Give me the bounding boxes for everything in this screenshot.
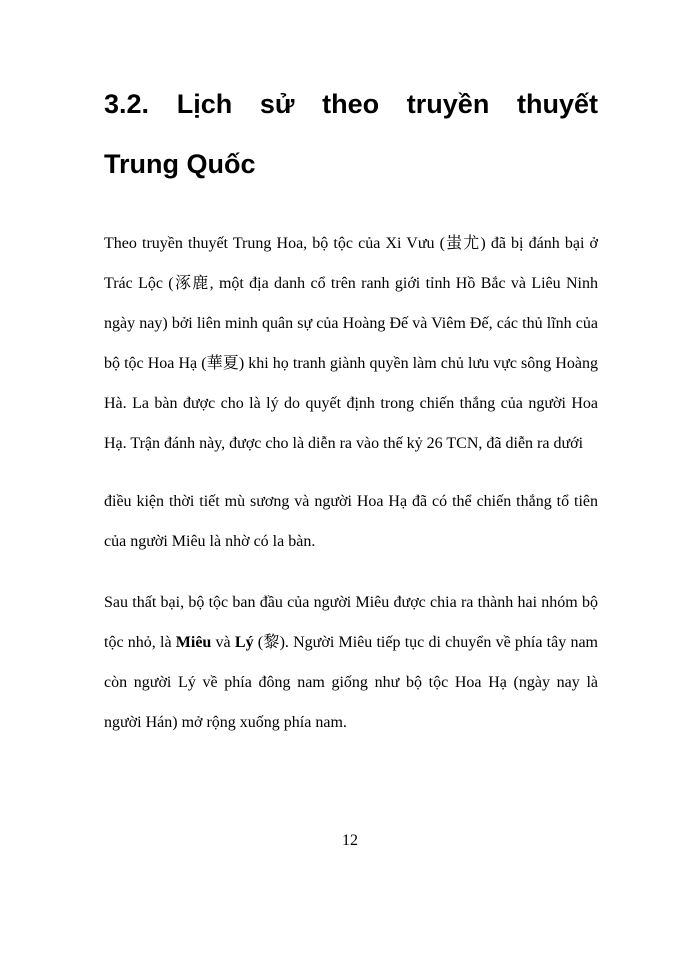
paragraph-1-line-4: bộ tộc Hoa Hạ (華夏) khi họ tranh giành quyền làm chủ lưu vực sông Hoàng — [104, 355, 598, 372]
paragraph-1-line-1: Theo truyền thuyết Trung Hoa, bộ tộc của Xi Vưu (蚩尤) đã bị đánh bại ở — [104, 235, 598, 252]
paragraph-3-line-2-mid: và — [211, 634, 235, 651]
paragraph-1-line-2: Trác Lộc (涿鹿, một địa danh cổ trên ranh giới tỉnh Hồ Bắc và Liêu Ninh — [104, 275, 598, 292]
section-heading-line-1: 3.2. Lịch sử theo truyền thuyết — [104, 89, 598, 119]
paragraph-3-line-3: còn người Lý về phía đông nam giống như bộ tộc Hoa Hạ (ngày nay là — [104, 674, 598, 691]
paragraph-3-line-1: Sau thất bại, bộ tộc ban đầu của người Miêu được chia ra thành hai nhóm bộ — [104, 594, 598, 611]
term-mieu: Miêu — [175, 634, 212, 651]
paragraph-3-line-2-pre: tộc nhỏ, là — [104, 634, 176, 651]
paragraph-3-line-2 — [104, 632, 598, 654]
term-ly: Lý — [234, 634, 254, 651]
page-number: 12 — [342, 832, 358, 849]
paragraph-3-line-2-post: (黎). Người Miêu tiếp tục di chuyển về phía tây nam — [253, 634, 599, 651]
paragraph-2-line-2: của người Miêu là nhờ có la bàn. — [104, 533, 316, 550]
paragraph-1-line-3: ngày nay) bởi liên minh quân sự của Hoàng Đế và Viêm Đế, các thủ lĩnh của — [104, 315, 598, 332]
section-heading-line-2: Trung Quốc — [104, 149, 256, 179]
paragraph-1-line-6: Hạ. Trận đánh này, được cho là diễn ra vào thế kỷ 26 TCN, đã diễn ra dưới — [104, 435, 584, 452]
paragraph-1-line-5: Hà. La bàn được cho là lý do quyết định trong chiến thắng của người Hoa — [104, 395, 598, 412]
paragraph-3-line-4: người Hán) mở rộng xuống phía nam. — [104, 714, 347, 731]
paragraph-2-line-1: điều kiện thời tiết mù sương và người Hoa Hạ đã có thể chiến thắng tổ tiên — [104, 493, 598, 510]
